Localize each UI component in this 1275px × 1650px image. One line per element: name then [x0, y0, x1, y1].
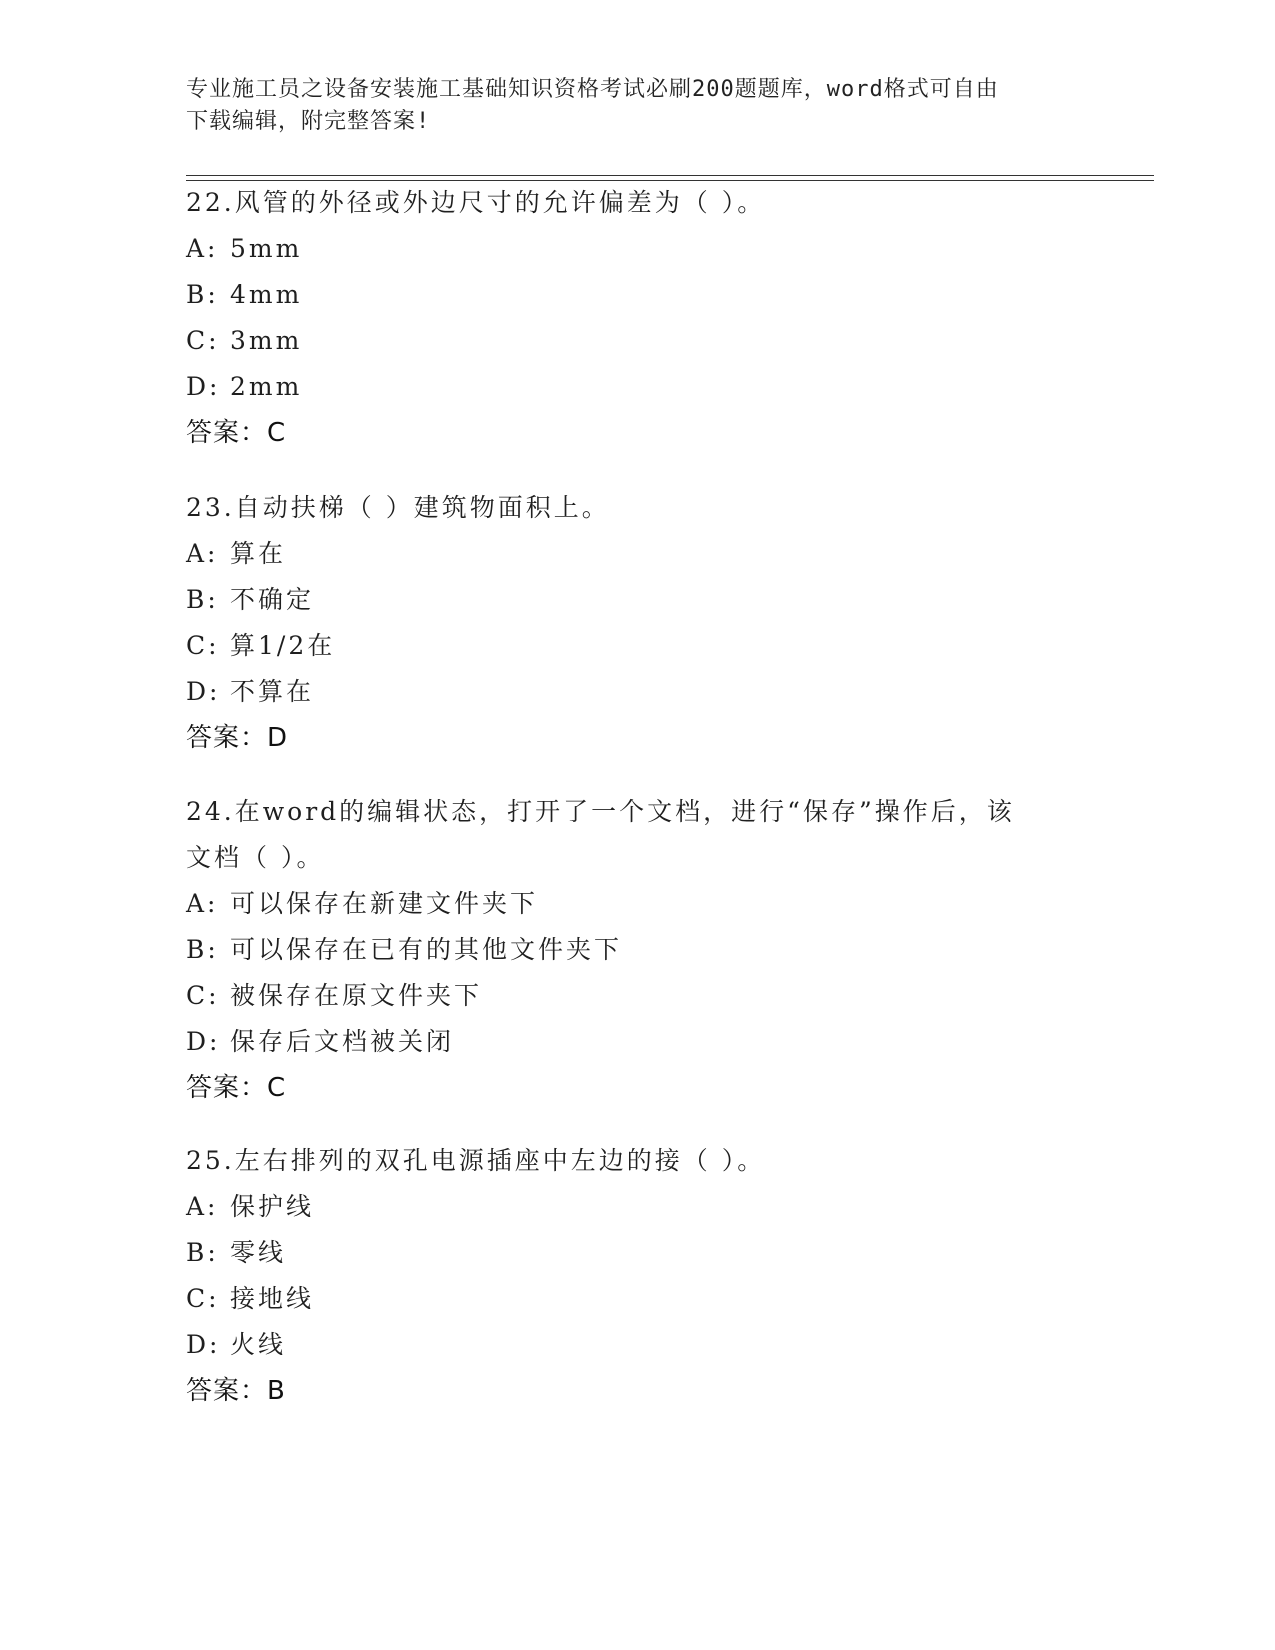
option-text: 零线 [230, 1238, 287, 1267]
option-d [186, 1019, 1086, 1065]
option-letter: A: [186, 889, 219, 918]
option-text: 算在 [230, 539, 287, 568]
option-letter: C: [186, 981, 220, 1010]
option-text: 可以保存在已有的其他文件夹下 [230, 935, 623, 964]
question-stem-line-2: 文档（ ）。 [186, 843, 325, 872]
question-24 [186, 789, 1086, 1111]
option-c [186, 318, 1086, 364]
option-b [186, 1230, 1086, 1276]
option-text: 保存后文档被关闭 [230, 1027, 455, 1056]
option-letter: C: [186, 631, 220, 660]
option-b [186, 272, 1086, 318]
option-text: 被保存在原文件夹下 [230, 981, 483, 1010]
question-25 [186, 1138, 1086, 1414]
option-letter: D: [186, 1330, 221, 1359]
option-letter: B: [186, 935, 219, 964]
option-c [186, 1276, 1086, 1322]
question-23 [186, 485, 1086, 761]
option-letter: B: [186, 280, 219, 309]
answer-line: 答案：B [186, 1376, 286, 1406]
option-d [186, 669, 1086, 715]
header-line-1: 专业施工员之设备安装施工基础知识资格考试必刷200题题库，word格式可自由 [186, 77, 999, 102]
option-a [186, 226, 1086, 272]
option-text: 4mm [230, 280, 303, 309]
option-text: 接地线 [230, 1284, 315, 1313]
option-letter: A: [186, 234, 219, 263]
option-text: 不确定 [230, 585, 315, 614]
option-b [186, 577, 1086, 623]
option-text: 可以保存在新建文件夹下 [230, 889, 539, 918]
option-letter: A: [186, 1192, 219, 1221]
answer-line: 答案：C [186, 1073, 287, 1103]
option-text: 不算在 [230, 677, 315, 706]
option-letter: A: [186, 539, 219, 568]
option-text: 3mm [230, 326, 303, 355]
option-letter: C: [186, 1284, 220, 1313]
option-a [186, 1184, 1086, 1230]
option-letter: B: [186, 1238, 219, 1267]
option-d [186, 1322, 1086, 1368]
option-d [186, 364, 1086, 410]
question-stem: 22.风管的外径或外边尺寸的允许偏差为（ ）。 [186, 188, 766, 217]
option-text: 保护线 [230, 1192, 315, 1221]
option-letter: D: [186, 372, 221, 401]
answer-line: 答案：D [186, 723, 289, 753]
header-line-2: 下载编辑，附完整答案! [186, 109, 431, 134]
option-c [186, 623, 1086, 669]
question-22 [186, 180, 1086, 456]
option-a [186, 531, 1086, 577]
option-b [186, 927, 1086, 973]
answer-line: 答案：C [186, 418, 287, 448]
option-letter: D: [186, 677, 221, 706]
option-text: 火线 [230, 1330, 287, 1359]
option-letter: B: [186, 585, 219, 614]
question-stem: 25.左右排列的双孔电源插座中左边的接（ ）。 [186, 1146, 766, 1175]
option-text: 5mm [230, 234, 303, 263]
document-header [186, 74, 1066, 138]
option-text: 算1/2在 [230, 631, 336, 660]
option-a [186, 881, 1086, 927]
question-stem-line-1: 24.在word的编辑状态，打开了一个文档，进行“保存”操作后，该 [186, 797, 1015, 826]
question-stem: 23.自动扶梯（ ）建筑物面积上。 [186, 493, 610, 522]
option-text: 2mm [230, 372, 303, 401]
option-c [186, 973, 1086, 1019]
option-letter: D: [186, 1027, 221, 1056]
header-divider-top [186, 175, 1154, 176]
option-letter: C: [186, 326, 220, 355]
